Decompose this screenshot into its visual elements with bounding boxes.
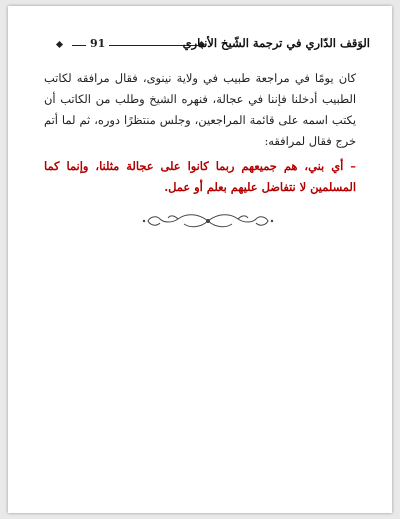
running-title: الوَقف الدّاري في ترجمة الشّيخ الأنباري bbox=[182, 36, 370, 50]
page-number: 91 bbox=[86, 37, 109, 50]
body-paragraph: كان يومًا في مراجعة طبيب في ولاية نينوى، فقال مرافقه لكاتب الطبيب أدخلنا فإننا في عجالة، فنهره الشيخ وطلب من الكاتب أن يكتب اسمه على قائمة المراجعين، وجلس منتظرًا دوره، ثم لما أتم خرج فقال لمرافقه: bbox=[44, 71, 356, 148]
document-page bbox=[8, 6, 392, 513]
rule-end-left-icon bbox=[56, 41, 63, 48]
quote-paragraph: – أي بني، هم جميعهم ربما كانوا على عجالة مثلنا، وإنما كما المسلمين لا نتفاضل عليهم بعلم أو عمل. bbox=[44, 159, 356, 194]
floral-divider-icon bbox=[138, 211, 278, 231]
body-text bbox=[44, 68, 356, 198]
page-header bbox=[30, 36, 370, 56]
